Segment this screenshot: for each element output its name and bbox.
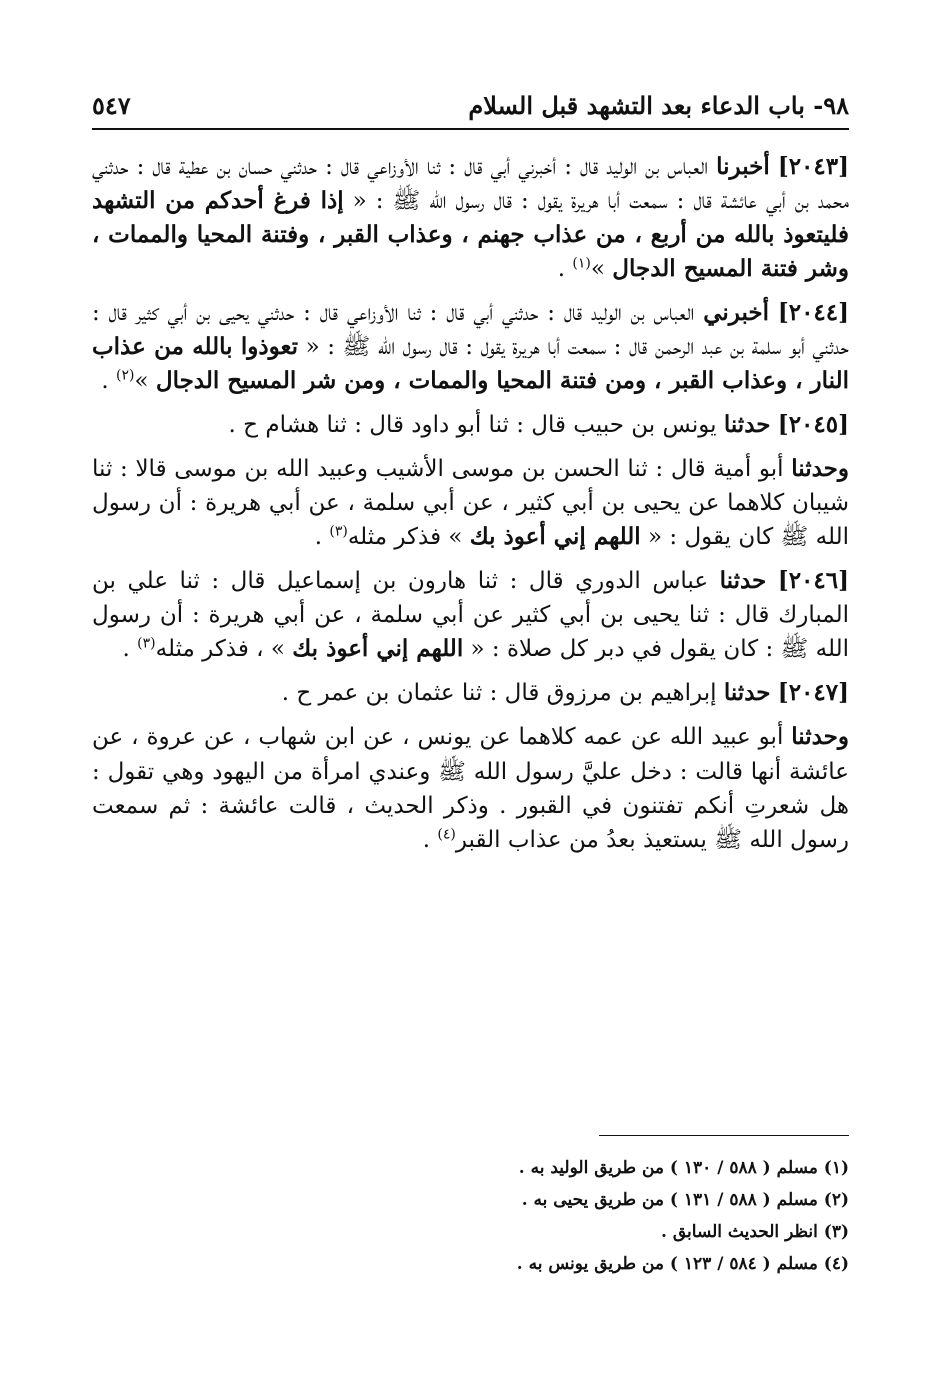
prophetic-quote: اللهم إني أعوذ بك [292,635,464,663]
hadith-paragraph [92,676,849,710]
page-number: ٥٤٧ [92,91,131,120]
footnote-ref: (١) [572,255,591,272]
hadith-text: . [101,368,117,395]
hadith-text: » [590,256,605,283]
hadith-text: العباس بن الوليد قال : حدثني أبي قال : ثنا الأوزاعي قال : حدثني يحيى بن أبي كثير قال : حدثني أبو سلمة بن عبد الرحمن قال : سمعت أبا هريرة يقول : قال رسول الله ﷺ : « [92,300,850,361]
prophetic-quote: تعوذوا بالله من عذاب النار ، وعذاب القبر ، ومن فتنة المحيا والممات ، ومن شر المسيح الدجال [92,333,849,395]
footnote-divider [599,1135,849,1136]
footnote-ref: (٢) [116,367,135,384]
footnote: (٣) انظر الحديث السابق . [661,1221,849,1242]
narration-lead: أخبرنا [716,153,770,180]
hadith-paragraph [92,452,849,554]
hadith-text: عباس الدوري قال : ثنا هارون بن إسماعيل قال : ثنا علي بن المبارك قال : ثنا يحيى بن أبي كثير عن أبي سلمة ، عن أبي هريرة : أن رسول الله ﷺ : كان يقول في دبر كل صلاة : « [92,568,849,663]
footnote-ref: (٤) [437,825,456,842]
narration-lead: حدثنا [719,567,767,595]
footnote: (١) مسلم ( ٥٨٨ / ١٣٠ ) من طريق الوليد به . [518,1157,849,1178]
narration-lead: أخبرني [703,299,770,327]
hadith-paragraph [92,564,849,666]
narration-lead: وحدثنا [791,723,849,751]
hadith-text: العباس بن الوليد قال : أخبرني أبي قال : ثنا الأوزاعي قال : حدثني حسان بن عطية قال : حدثني محمد بن أبي عائشة قال : سمعت أبا هريرة يقول : قال رسول الله ﷺ : « [92,154,849,215]
hadith-text: » ، فذكر مثله [155,636,285,663]
narration-lead: حدثنا [723,411,771,439]
chapter-title: ٩٨- باب الدعاء بعد التشهد قبل السلام [468,91,849,120]
footnote: (٢) مسلم ( ٥٨٨ / ١٣١ ) من طريق يحيى به . [521,1189,849,1210]
hadith-text: إبراهيم بن مرزوق قال : ثنا عثمان بن عمر ح . [281,680,717,707]
hadith-text: أبو أمية قال : ثنا الحسن بن موسى الأشيب وعبيد الله بن موسى قالا : ثنا شيبان كلاهما عن يحيى بن أبي كثير ، عن أبي سلمة ، عن أبي هريرة : أن رسول الله ﷺ كان يقول : « [92,456,849,551]
hadith-number: [٢٠٤٦] [777,567,850,595]
hadith-paragraph [92,296,849,398]
hadith-paragraph [92,720,849,856]
footnote-ref: (٣) [137,635,156,652]
main-text [92,150,849,867]
narration-lead: وحدثنا [791,455,849,483]
page-header [92,80,849,130]
hadith-text: » فذكر مثله [347,524,463,551]
footnote: (٤) مسلم ( ٥٨٤ / ١٢٣ ) من طريق يونس به . [516,1253,849,1274]
hadith-text: » [134,368,149,395]
footnotes [92,1152,849,1280]
prophetic-quote: اللهم إني أعوذ بك [469,523,641,551]
narration-lead: حدثنا [723,679,771,707]
hadith-text: . [422,826,438,853]
hadith-text: أبو عبيد الله عن عمه كلاهما عن يونس ، عن ابن شهاب ، عن عروة ، عن عائشة أنها قالت : دخل عليَّ رسول الله ﷺ وعندي امرأة من اليهود وهي تقول : هل شعرتِ أنكم تفتنون في القبور . وذكر الحديث ، قالت عائشة : ثم سمعت رسول الله ﷺ يستعيذ بعدُ من عذاب القبر [92,724,849,853]
hadith-paragraph [92,408,849,442]
hadith-number: [٢٠٤٥] [777,411,849,439]
hadith-text: . [557,256,573,283]
hadith-text: . [122,636,138,663]
hadith-number: [٢٠٤٧] [777,679,849,707]
hadith-text: . [314,524,330,551]
hadith-number: [٢٠٤٤] [777,299,850,327]
hadith-number: [٢٠٤٣] [777,153,850,180]
hadith-paragraph [92,150,849,286]
prophetic-quote: إذا فرغ أحدكم من التشهد فليتعوذ بالله من أربع ، من عذاب جهنم ، وعذاب القبر ، وفتنة المحيا والممات ، وشر فتنة المسيح الدجال [92,187,849,283]
footnote-ref: (٣) [329,523,348,540]
hadith-text: يونس بن حبيب قال : ثنا أبو داود قال : ثنا هشام ح . [228,412,717,439]
